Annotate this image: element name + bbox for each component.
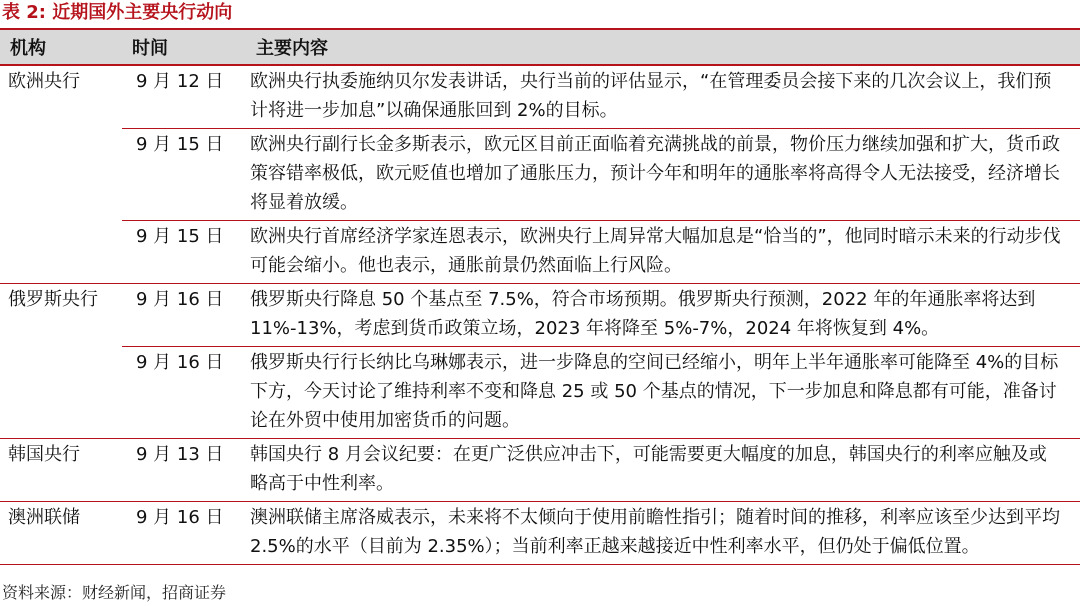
table-row — [0, 439, 1080, 502]
row-org: 俄罗斯央行 — [0, 284, 122, 439]
row-org: 欧洲央行 — [0, 65, 122, 284]
row-content: 俄罗斯央行行长纳比乌琳娜表示，进一步降息的空间已经缩小，明年上半年通胀率可能降至 4%的目标下方，今天讨论了维持利率不变和降息 25 或 50 个基点的情况，下一步加息和降息都有可能，准备讨论在外贸中使用加密货币的问题。 — [246, 347, 1080, 439]
table-row — [0, 502, 1080, 565]
row-content: 欧洲央行首席经济学家连恩表示，欧洲央行上周异常大幅加息是“恰当的”，他同时暗示未来的行动步伐可能会缩小。他也表示，通胀前景仍然面临上行风险。 — [246, 221, 1080, 284]
row-content: 欧洲央行副行长金多斯表示，欧元区目前正面临着充满挑战的前景，物价压力继续加强和扩大，货币政策容错率极低，欧元贬值也增加了通胀压力，预计今年和明年的通胀率将高得令人无法接受，经济增长将显着放缓。 — [246, 129, 1080, 221]
row-content: 欧洲央行执委施纳贝尔发表讲话，央行当前的评估显示，“在管理委员会接下来的几次会议上，我们预计将进一步加息”以确保通胀回到 2%的目标。 — [246, 65, 1080, 129]
table-row — [0, 284, 1080, 347]
header-time: 时间 — [122, 29, 246, 65]
row-date: 9 月 16 日 — [122, 347, 246, 439]
row-date: 9 月 12 日 — [122, 65, 246, 129]
source-note: 资料来源：财经新闻，招商证券 — [2, 583, 227, 602]
central-bank-table — [0, 28, 1080, 565]
row-org: 澳洲联储 — [0, 502, 122, 565]
row-content: 澳洲联储主席洛威表示，未来将不太倾向于使用前瞻性指引；随着时间的推移，利率应该至少达到平均 2.5%的水平（目前为 2.35%）；当前利率正越来越接近中性利率水平，但仍处于偏低位置。 — [246, 502, 1080, 565]
row-date: 9 月 16 日 — [122, 284, 246, 347]
table-row — [0, 347, 1080, 439]
table-header-row — [0, 29, 1080, 65]
row-content: 俄罗斯央行降息 50 个基点至 7.5%，符合市场预期。俄罗斯央行预测，2022 年的年通胀率将达到 11%-13%，考虑到货币政策立场，2023 年将降至 5%-7%，2024 年将恢复到 4%。 — [246, 284, 1080, 347]
table-caption: 表 2: 近期国外主要央行动向 — [2, 2, 233, 23]
header-org: 机构 — [0, 29, 122, 65]
header-content: 主要内容 — [246, 29, 1080, 65]
table-row — [0, 65, 1080, 129]
row-date: 9 月 13 日 — [122, 439, 246, 502]
table-row — [0, 129, 1080, 221]
row-date: 9 月 16 日 — [122, 502, 246, 565]
row-content: 韩国央行 8 月会议纪要：在更广泛供应冲击下，可能需要更大幅度的加息，韩国央行的利率应触及或略高于中性利率。 — [246, 439, 1080, 502]
row-date: 9 月 15 日 — [122, 221, 246, 284]
table-row — [0, 221, 1080, 284]
row-org: 韩国央行 — [0, 439, 122, 502]
row-date: 9 月 15 日 — [122, 129, 246, 221]
